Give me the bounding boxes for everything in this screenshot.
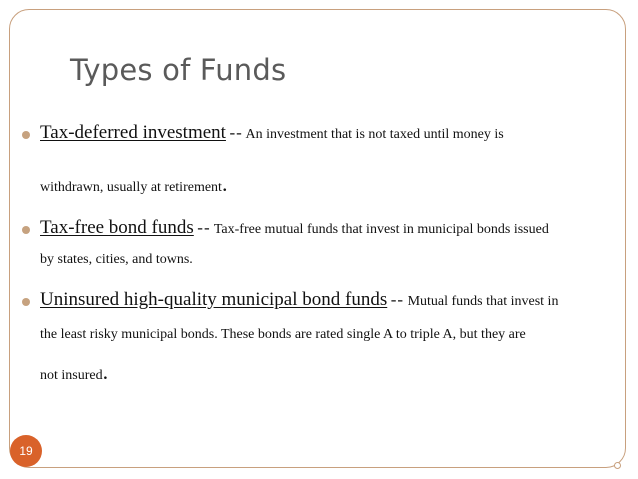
item-second-line bbox=[40, 327, 526, 343]
frame-corner-dot bbox=[614, 462, 621, 469]
definition-line1: Mutual funds that invest in bbox=[407, 294, 559, 309]
bullet-icon bbox=[22, 131, 30, 139]
item-first-line bbox=[40, 122, 504, 144]
separator: -- bbox=[197, 218, 211, 237]
end-period: . bbox=[221, 171, 228, 196]
definition-line1: An investment that is not taxed until money is bbox=[245, 127, 504, 142]
slide-title: Types of Funds bbox=[70, 53, 287, 87]
term-tax-free: Tax-free bond funds bbox=[40, 217, 194, 238]
bullet-icon bbox=[22, 226, 30, 234]
separator: -- bbox=[390, 290, 405, 309]
definition-line1: Tax-free mutual funds that invest in municipal bonds issued bbox=[213, 222, 549, 237]
definition-line2: the least risky municipal bonds. These bonds are rated single A to triple A, but they are bbox=[40, 327, 526, 342]
bullet-icon bbox=[22, 298, 30, 306]
separator: -- bbox=[229, 123, 243, 142]
item-first-line bbox=[40, 289, 558, 311]
item-first-line bbox=[40, 217, 549, 239]
item-second-line bbox=[40, 252, 193, 268]
term-uninsured: Uninsured high-quality municipal bond funds bbox=[40, 289, 388, 310]
page-number-badge: 19 bbox=[10, 435, 42, 467]
item-second-line bbox=[40, 171, 227, 197]
definition-line2: by states, cities, and towns. bbox=[40, 252, 193, 267]
end-period: . bbox=[102, 359, 109, 384]
item-third-line bbox=[40, 359, 108, 385]
definition-line2: withdrawn, usually at retirement bbox=[40, 180, 222, 195]
definition-line3: not insured bbox=[40, 368, 103, 383]
term-tax-deferred: Tax-deferred investment bbox=[40, 122, 226, 143]
